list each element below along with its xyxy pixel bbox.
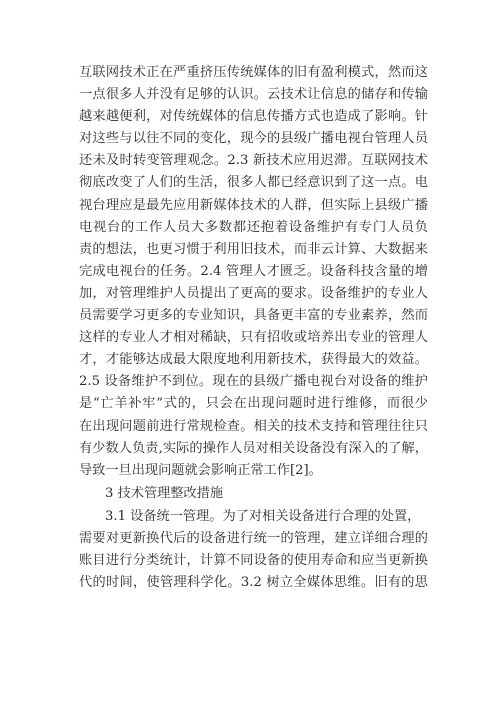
text-line: 对这些与以往不同的变化，现今的县级广播电视台管理人员	[79, 131, 428, 147]
text-line: 越来越便利，对传统媒体的信息传播方式也造成了影响。针	[79, 109, 428, 125]
text-line: 一点很多人并没有足够的认识。云技术让信息的储存和传输	[79, 87, 428, 103]
text-line: 电视台的工作人员大多数都还抱着设备维护有专门人员负	[79, 219, 428, 235]
text-line: 员需要学习更多的专业知识，具备更丰富的专业素养，然而	[79, 308, 428, 324]
body-paragraph	[79, 506, 428, 594]
text-line: 在出现问题前进行常规检查。相关的技术支持和管理往往只	[79, 418, 428, 434]
text-line: 责的想法，也更习惯于利用旧技术，而非云计算、大数据来	[79, 241, 428, 257]
text-line: 加，对管理维护人员提出了更高的要求。设备维护的专业人	[79, 285, 428, 301]
text-line: 代的时间，使管理科学化。3.2 树立全媒体思维。旧有的思	[79, 575, 428, 591]
text-line: 是“亡羊补牢”式的，只会在出现问题时进行维修，而很少	[79, 396, 428, 412]
text-line: 还未及时转变管理观念。2.3 新技术应用迟滞。互联网技术	[79, 153, 428, 169]
text-line: 才，才能够达成最大限度地利用新技术，获得最大的效益。	[79, 352, 428, 368]
document-body	[79, 62, 428, 594]
body-paragraph	[79, 62, 428, 482]
text-line: 这样的专业人才相对稀缺，只有招收或培养出专业的管理人	[79, 330, 428, 346]
text-line: 2.5 设备维护不到位。现在的县级广播电视台对设备的维护	[79, 374, 428, 390]
text-line: 3.1 设备统一管理。为了对相关设备进行合理的处置，	[105, 508, 421, 524]
text-line: 账目进行分类统计，计算不同设备的使用寿命和应当更新换	[79, 552, 428, 568]
text-line: 彻底改变了人们的生活，很多人都已经意识到了这一点。电	[79, 175, 428, 191]
text-line: 需要对更新换代后的设备进行统一的管理，建立详细合理的	[79, 530, 428, 546]
text-line: 视台理应是最先应用新媒体技术的人群，但实际上县级广播	[79, 197, 428, 213]
text-line: 互联网技术正在严重挤压传统媒体的旧有盈利模式，然而这	[79, 65, 428, 80]
text-line: 完成电视台的任务。2.4 管理人才匮乏。设备科技含量的增	[79, 263, 428, 279]
text-line: 导致一旦出现问题就会影响正常工作[2]。	[79, 462, 322, 478]
text-line: 有少数人负责,实际的操作人员对相关设备没有深入的了解，	[79, 440, 428, 456]
section-heading: 3 技术管理整改措施	[105, 485, 224, 501]
